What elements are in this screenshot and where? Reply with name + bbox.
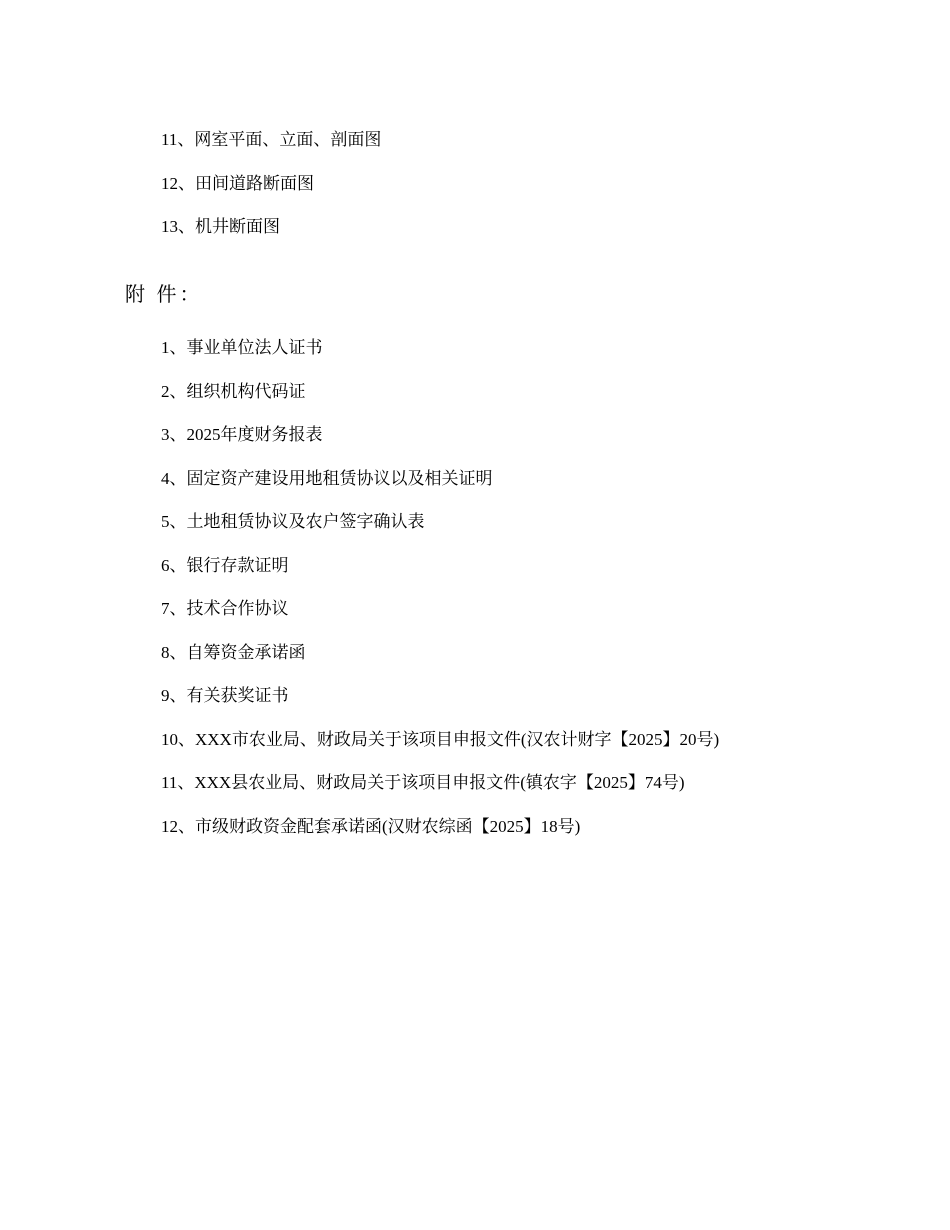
attachments-heading: 附 件： xyxy=(125,284,203,306)
list-item: 6、银行存款证明 xyxy=(161,555,289,575)
list-item: 3、2025年度财务报表 xyxy=(161,425,323,444)
attachment-list xyxy=(161,326,719,848)
list-item: 5、土地租赁协议及农户签字确认表 xyxy=(161,512,425,531)
list-item: 12、田间道路断面图 xyxy=(161,173,314,193)
drawing-list xyxy=(161,118,381,249)
list-item: 1、事业单位法人证书 xyxy=(161,338,323,357)
list-item: 9、有关获奖证书 xyxy=(161,686,289,705)
list-item: 8、自筹资金承诺函 xyxy=(161,642,306,662)
list-item: 11、网室平面、立面、剖面图 xyxy=(161,130,382,149)
list-item: 4、固定资产建设用地租赁协议以及相关证明 xyxy=(161,468,493,488)
list-item: 11、XXX县农业局、财政局关于该项目申报文件(镇农字【2025】74号) xyxy=(161,773,685,792)
list-item: 2、组织机构代码证 xyxy=(161,381,306,401)
list-item: 13、机井断面图 xyxy=(161,217,280,236)
list-item: 10、XXX市农业局、财政局关于该项目申报文件(汉农计财字【2025】20号) xyxy=(161,729,720,749)
list-item: 7、技术合作协议 xyxy=(161,599,289,618)
list-item: 12、市级财政资金配套承诺函(汉财农综函【2025】18号) xyxy=(161,816,581,836)
